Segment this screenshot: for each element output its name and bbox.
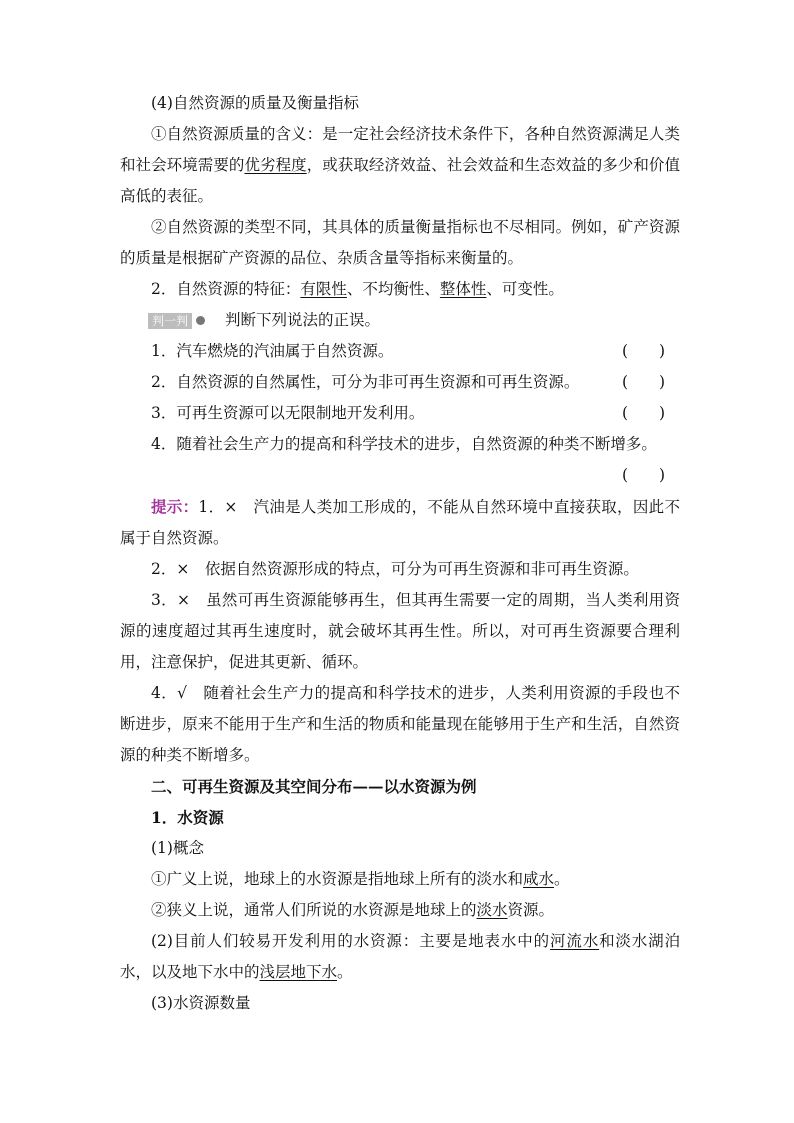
text: 和淡水湖泊水，以及地下水中的 <box>120 932 680 981</box>
underlined-term: 咸水 <box>523 870 555 888</box>
underlined-term: 河流水 <box>549 932 600 950</box>
hint-answer-3: 3．× 虽然可再生资源能够再生，但其再生需要一定的周期，当人类利用资源的速度超过其再生速度时，就会破坏其再生性。所以，对可再生资源要合理利用，注意保护，促进其更新、循环。 <box>120 591 680 671</box>
hint-answer-2: 2．× 依据自然资源形成的特点，可分为可再生资源和非可再生资源。 <box>151 560 639 578</box>
answer-blank: ( ) <box>622 404 666 422</box>
judge-item <box>120 336 680 367</box>
subheading-quantity: (3)水资源数量 <box>151 994 251 1012</box>
text: (2)目前人们较易开发利用的水资源：主要是地表水中的 <box>151 932 550 950</box>
subheading-concept: (1)概念 <box>151 839 204 857</box>
paragraph-broad <box>120 864 680 895</box>
answer-blank: ( ) <box>622 342 666 360</box>
judge-item-text: 2．自然资源的自然属性，可分为非可再生资源和可再生资源。 <box>151 373 580 391</box>
underlined-term: 优劣程度 <box>244 156 307 174</box>
paragraph-narrow <box>120 895 680 926</box>
section-heading-quality: (4)自然资源的质量及衡量指标 <box>151 94 359 112</box>
text: 。 <box>337 963 353 981</box>
text: 资源。 <box>507 901 555 919</box>
underlined-term: 浅层地下水 <box>259 963 338 981</box>
hint-answer-1 <box>120 491 680 554</box>
hint-answer-4: 4．√ 随着社会生产力的提高和科学技术的进步，人类利用资源的手段也不断进步，原来不能用于生产和生活的物质和能量现在能够用于生产和生活，自然资源的种类不断增多。 <box>120 684 680 764</box>
text: ②狭义上说，通常人们所说的水资源是地球上的 <box>151 901 477 919</box>
paragraph-quality-indicators: ②自然资源的类型不同，其具体的质量衡量指标也不尽相同。例如，矿产资源的质量是根据矿产资源的品位、杂质含量等指标来衡量的。 <box>120 218 680 267</box>
text: 。 <box>554 870 570 888</box>
text: ，或获取经济效益、社会效益和生态效益的多少和价值高低的表征。 <box>120 156 680 205</box>
text: 1．× 汽油是人类加工形成的，不能从自然环境中直接获取，因此不属于自然资源。 <box>120 498 680 547</box>
paragraph-current-water <box>120 926 680 988</box>
text: ①广义上说，地球上的水资源是指地球上所有的淡水和 <box>151 870 524 888</box>
section-heading-renewable: 二、可再生资源及其空间分布——以水资源为例 <box>151 777 477 796</box>
paragraph-quality-meaning <box>120 119 680 212</box>
judge-badge: 判一判 <box>148 313 192 329</box>
judge-item <box>120 367 680 398</box>
paragraph-features <box>120 274 680 305</box>
judge-item-text: 3．可再生资源可以无限制地开发利用。 <box>151 404 425 422</box>
answer-blank: ( ) <box>622 466 666 484</box>
hint-label: 提示： <box>151 497 199 516</box>
judge-item: 4．随着社会生产力的提高和科学技术的进步，自然资源的种类不断增多。 <box>151 435 657 453</box>
answer-blank: ( ) <box>622 373 666 391</box>
bullet-dot-icon <box>196 316 205 325</box>
underlined-term: 淡水 <box>476 901 508 919</box>
judge-item <box>120 398 680 429</box>
text: 、可变性。 <box>486 280 564 298</box>
subheading-water: 1．水资源 <box>151 808 224 827</box>
document-page <box>120 88 680 1019</box>
text: 、不均衡性、 <box>346 280 440 298</box>
underlined-term: 整体性 <box>439 280 487 298</box>
judge-item-text: 1．汽车燃烧的汽油属于自然资源。 <box>151 342 394 360</box>
judge-instruction: 判断下列说法的正误。 <box>225 311 381 329</box>
underlined-term: 有限性 <box>300 280 347 298</box>
text: 2．自然资源的特征： <box>151 280 301 298</box>
judge-item-blank-row <box>120 460 680 491</box>
text: ①自然资源质量的含义：是一定社会经济技术条件下，各种自然资源满足人类和社会环境需要的 <box>120 125 680 174</box>
judge-header <box>120 305 680 336</box>
